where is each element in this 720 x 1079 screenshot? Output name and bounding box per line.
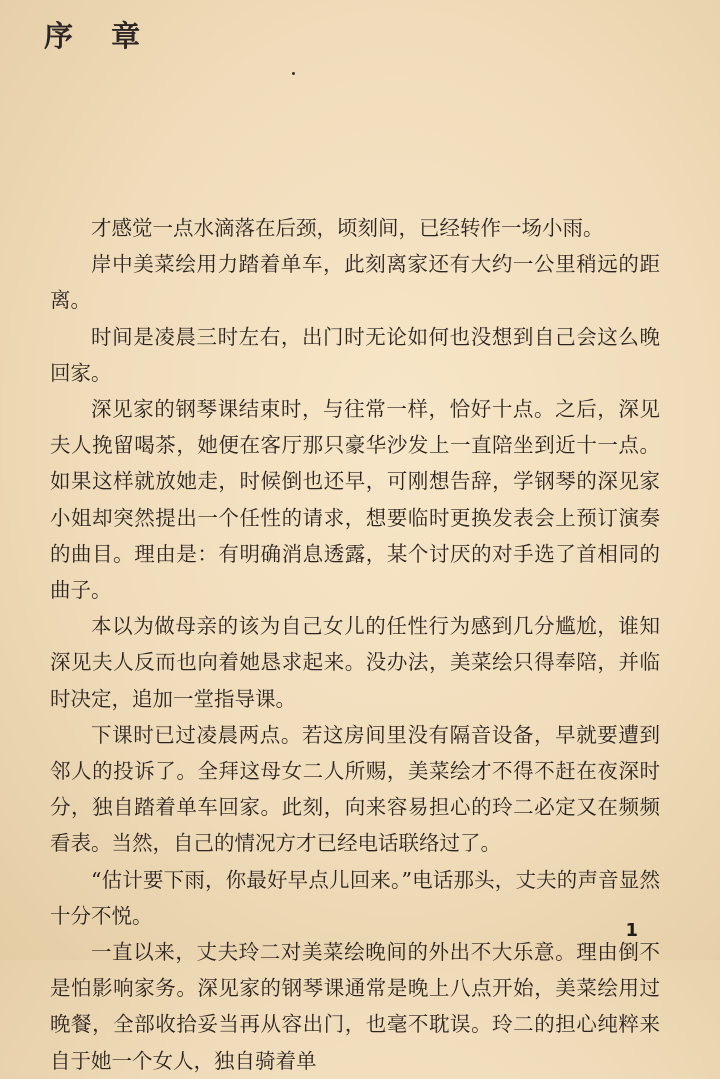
paragraph: 本以为做母亲的该为自己女儿的任性行为感到几分尴尬，谁知深见夫人反而也向着她恳求起来。没办法，美菜绘只得奉陪，并临时决定，追加一堂指导课。 xyxy=(50,614,660,711)
page-number: 1 xyxy=(625,920,638,941)
ink-speck xyxy=(292,72,295,75)
paragraph: 时间是凌晨三时左右，出门时无论如何也没想到自己会这么晚回家。 xyxy=(50,324,660,385)
paragraph: 深见家的钢琴课结束时，与往常一样，恰好十点。之后，深见夫人挽留喝茶，她便在客厅那只豪华沙发上一直陪坐到近十一点。如果这样就放她走，时候倒也还早，可刚想告辞，学钢琴的深见家小姐却突然提出一个任性的请求，想要临时更换发表会上预订演奏的曲目。理由是：有明确消息透露，某个讨厌的对手选了首相同的曲子。 xyxy=(50,397,660,603)
paragraph: 岸中美菜绘用力踏着单车，此刻离家还有大约一公里稍远的距离。 xyxy=(50,252,660,313)
body-text xyxy=(50,210,660,1079)
paragraph: 下课时已过凌晨两点。若这房间里没有隔音设备，早就要遭到邻人的投诉了。全拜这母女二人所赐，美菜绘才不得不赶在夜深时分，独自踏着单车回家。此刻，向来容易担心的玲二必定又在频频看表。当然，自己的情况方才已经电话联络过了。 xyxy=(50,722,660,856)
paragraph: 一直以来，丈夫玲二对美菜绘晚间的外出不大乐意。理由倒不是怕影响家务。深见家的钢琴课通常是晚上八点开始，美菜绘用过晚餐，全部收拾妥当再从容出门，也毫不耽误。玲二的担心纯粹来自于她一个女人，独自骑着单 xyxy=(50,940,660,1073)
paragraph: “估计要下雨，你最好早点儿回来。”电话那头，丈夫的声音显然十分不悦。 xyxy=(50,867,660,928)
paragraph: 才感觉一点水滴落在后颈，顷刻间，已经转作一场小雨。 xyxy=(91,216,604,240)
chapter-title: 序 章 xyxy=(44,19,155,53)
